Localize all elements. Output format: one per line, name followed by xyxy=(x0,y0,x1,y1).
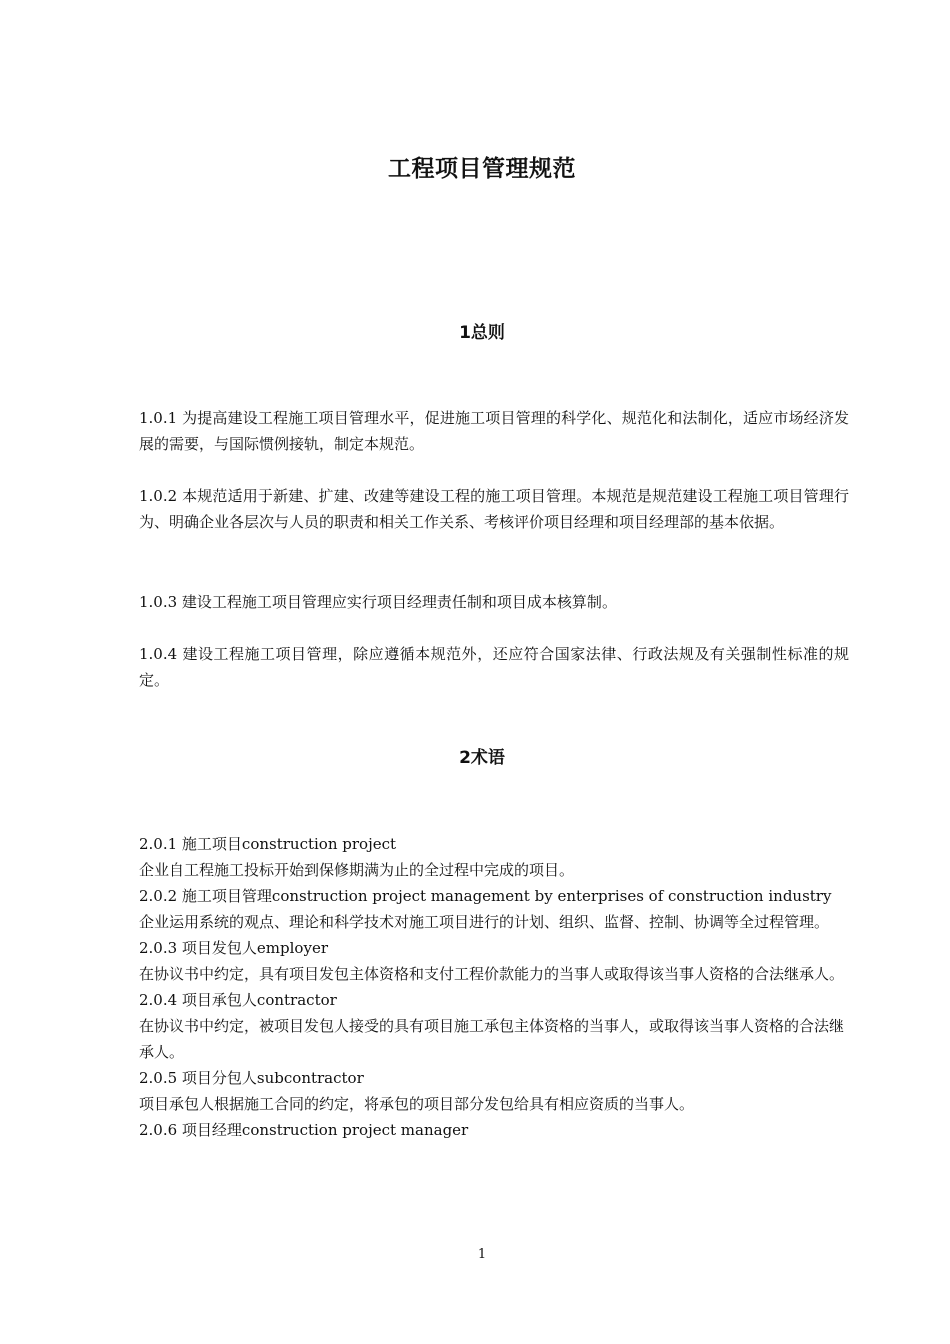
term-2-0-4-heading: 2.0.4 项目承包人contractor xyxy=(139,991,337,1009)
clause-1-0-3: 1.0.3 建设工程施工项目管理应实行项目经理责任制和项目成本核算制。 xyxy=(139,593,617,611)
term-2-0-6-heading: 2.0.6 项目经理construction project manager xyxy=(139,1121,469,1139)
page-number: 1 xyxy=(477,1247,487,1262)
term-2-0-4-definition: 在协议书中约定，被项目发包人接受的具有项目施工承包主体资格的当事人，或取得该当事人资格的合法继承人。 xyxy=(139,1017,845,1061)
term-2-0-1-definition: 企业自工程施工投标开始到保修期满为止的全过程中完成的项目。 xyxy=(139,861,575,879)
term-2-0-2-heading: 2.0.2 施工项目管理construction project management by enterprises of construction industry xyxy=(139,887,832,905)
term-2-0-2-definition: 企业运用系统的观点、理论和科学技术对施工项目进行的计划、组织、监督、控制、协调等全过程管理。 xyxy=(139,913,830,931)
term-2-0-5-definition: 项目承包人根据施工合同的约定，将承包的项目部分发包给具有相应资质的当事人。 xyxy=(139,1095,695,1113)
term-2-0-3-heading: 2.0.3 项目发包人employer xyxy=(139,939,328,957)
section-heading-terms: 2术语 xyxy=(459,748,505,768)
document-title: 工程项目管理规范 xyxy=(388,156,576,182)
section-heading-general: 1总则 xyxy=(459,323,505,343)
clause-1-0-4: 1.0.4 建设工程施工项目管理，除应遵循本规范外，还应符合国家法律、行政法规及有关强制性标准的规定。 xyxy=(139,645,849,689)
term-2-0-1-heading: 2.0.1 施工项目construction project xyxy=(139,835,397,853)
term-2-0-3-definition: 在协议书中约定，具有项目发包主体资格和支付工程价款能力的当事人或取得该当事人资格的合法继承人。 xyxy=(139,965,845,983)
terms-list xyxy=(139,831,849,1143)
clause-1-0-1: 1.0.1 为提高建设工程施工项目管理水平，促进施工项目管理的科学化、规范化和法制化，适应市场经济发展的需要，与国际惯例接轨，制定本规范。 xyxy=(139,409,849,453)
term-2-0-5-heading: 2.0.5 项目分包人subcontractor xyxy=(139,1069,364,1087)
clause-1-0-2: 1.0.2 本规范适用于新建、扩建、改建等建设工程的施工项目管理。本规范是规范建设工程施工项目管理行为、明确企业各层次与人员的职责和相关工作关系、考核评价项目经理和项目经理部的基本依据。 xyxy=(139,487,849,531)
